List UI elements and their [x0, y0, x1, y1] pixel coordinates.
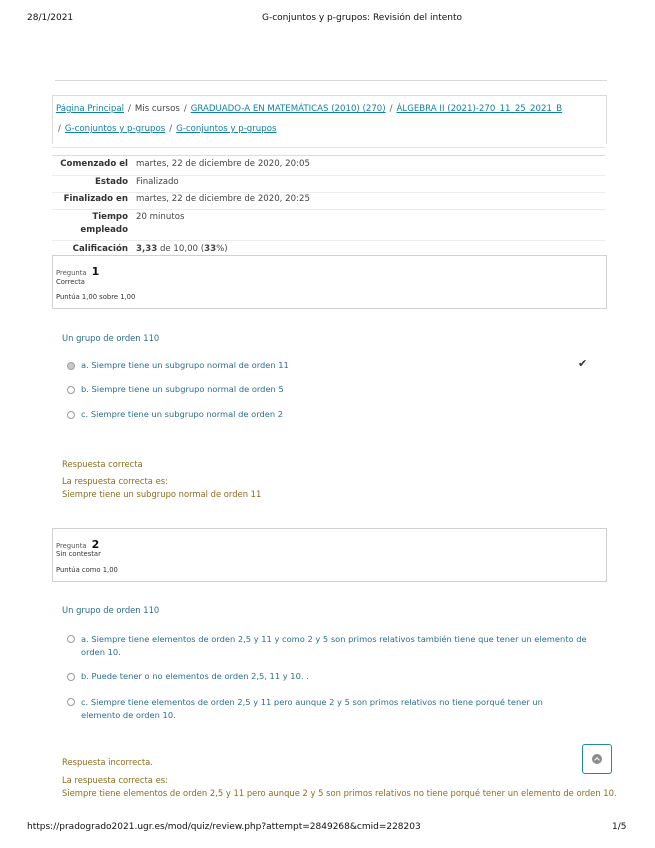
breadcrumb-section-link[interactable]: G-conjuntos y p-grupos [64, 124, 166, 134]
breadcrumb: Página Principal / Mis cursos / GRADUADO-A EN MATEMÁTICAS (2010) (270) / ÁLGEBRA II (2021)-270_11_25_2021_B [56, 104, 563, 114]
question-1-mark: Puntúa 1,00 sobre 1,00 [56, 293, 136, 301]
print-title: G-conjuntos y p-grupos: Revisión del intento [262, 13, 463, 23]
question-2-info [52, 528, 607, 582]
question-1-feedback-answer: Siempre tiene un subgrupo normal de orden 11 [62, 489, 262, 499]
question-2-feedback-intro: La respuesta correcta es: [62, 775, 168, 785]
breadcrumb-course-link[interactable]: ÁLGEBRA II (2021)-270_11_25_2021_B [396, 104, 563, 114]
question-1-option-b[interactable]: b. Siempre tiene un subgrupo normal de orden 5 [67, 384, 284, 394]
print-page-number: 1/5 [612, 822, 627, 832]
question-1-heading: Pregunta 1 [56, 265, 100, 278]
summary-row-grade: Calificación 3,33 de 10,00 (33%) [72, 244, 228, 254]
radio-icon[interactable] [67, 673, 75, 681]
question-2-text: Un grupo de orden 110 [62, 605, 160, 615]
question-1-option-c[interactable]: c. Siempre tiene un subgrupo normal de orden 2 [67, 409, 283, 419]
breadcrumb-home-link[interactable]: Página Principal [56, 104, 124, 114]
question-1-option-a[interactable]: a. Siempre tiene un subgrupo normal de orden 11 [67, 360, 289, 370]
question-1-feedback-intro: La respuesta correcta es: [62, 476, 168, 486]
radio-icon[interactable] [67, 635, 75, 643]
top-divider [55, 80, 607, 81]
attempt-summary [52, 155, 605, 259]
question-2-option-c[interactable]: c. Siempre tiene elementos de orden 2,5 y 11 pero aunque 2 y 5 son primos relativos no tiene porqué tener un elemento de orden 10. [67, 696, 557, 722]
radio-icon[interactable] [67, 386, 75, 394]
question-2-heading: Pregunta 2 [56, 538, 100, 551]
radio-selected-icon[interactable] [67, 362, 75, 370]
breadcrumb-divider [52, 147, 605, 148]
print-url: https://pradogrado2021.ugr.es/mod/quiz/review.php?attempt=2849268&cmid=228203 [27, 822, 421, 832]
question-2-mark: Puntúa como 1,00 [56, 566, 118, 574]
breadcrumb-box [52, 95, 607, 144]
breadcrumb-line-2: / G-conjuntos y p-grupos / G-conjuntos y p-grupos [58, 124, 277, 134]
radio-icon[interactable] [67, 698, 75, 706]
question-2-option-b[interactable]: b. Puede tener o no elementos de orden 2,5, 11 y 10. . [67, 671, 309, 681]
question-1-feedback-result: Respuesta correcta [62, 459, 143, 469]
breadcrumb-quiz-link[interactable]: G-conjuntos y p-grupos [176, 124, 277, 134]
question-1-status: Correcta [56, 278, 85, 286]
scroll-to-top-button[interactable] [582, 744, 612, 774]
summary-row-time: Tiempo empleado 20 minutos [52, 210, 605, 241]
summary-row-started: Comenzado el martes, 22 de diciembre de 2020, 20:05 [52, 159, 605, 176]
question-2-feedback-result: Respuesta incorrecta. [62, 757, 153, 767]
question-2-status: Sin contestar [56, 550, 101, 558]
breadcrumb-my-courses: Mis cursos [134, 104, 180, 114]
correct-check-icon: ✔ [578, 357, 588, 370]
breadcrumb-degree-link[interactable]: GRADUADO-A EN MATEMÁTICAS (2010) (270) [190, 104, 386, 114]
radio-icon[interactable] [67, 411, 75, 419]
arrow-up-circle-icon [592, 754, 602, 764]
question-2-option-a[interactable]: a. Siempre tiene elementos de orden 2,5 y 11 y como 2 y 5 son primos relativos también tiene que tener un elemento de orden 10. [67, 633, 587, 659]
summary-row-finished: Finalizado en martes, 22 de diciembre de 2020, 20:25 [52, 193, 605, 210]
print-date: 28/1/2021 [27, 13, 74, 23]
question-1-text: Un grupo de orden 110 [62, 333, 160, 343]
summary-row-state: Estado Finalizado [52, 176, 605, 193]
question-2-feedback-answer: Siempre tiene elementos de orden 2,5 y 11 pero aunque 2 y 5 son primos relativos no tiene porqué tener un elemento de orden 10. [62, 788, 617, 798]
